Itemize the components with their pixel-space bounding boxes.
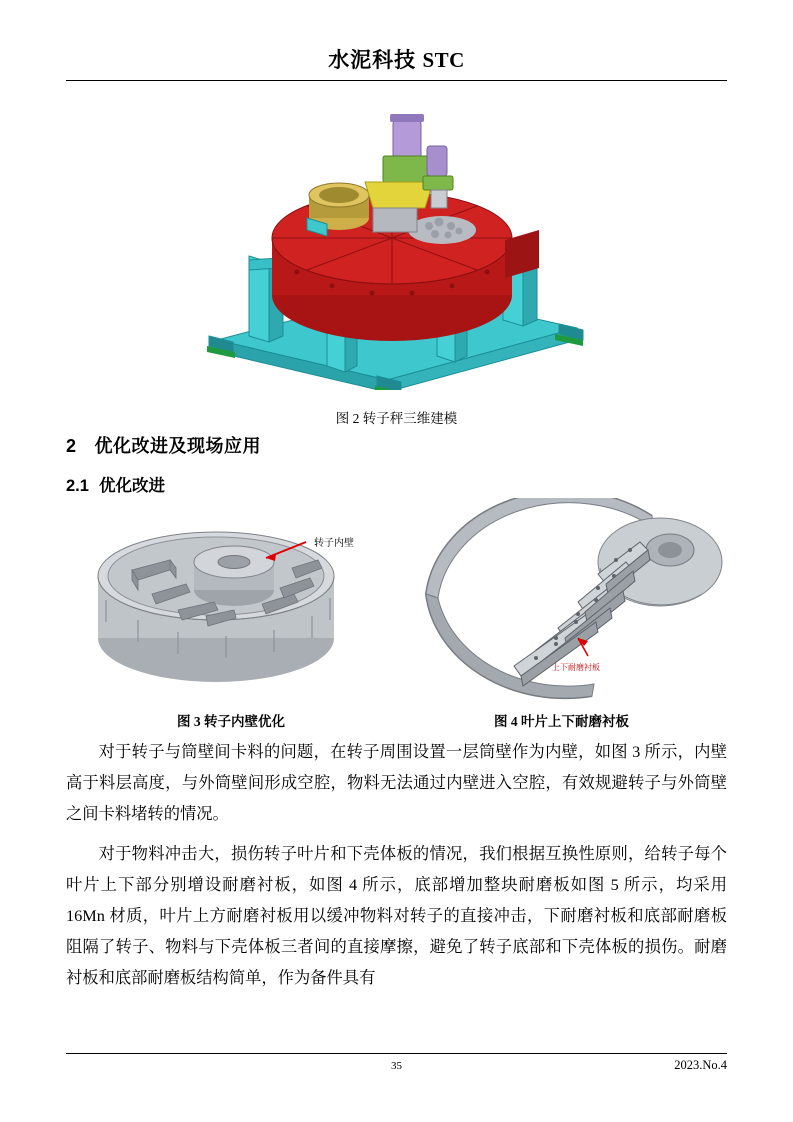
figure-4-annotation-label: 上下耐磨衬板 xyxy=(552,663,600,672)
figure-4-caption: 图 4 叶片上下耐磨衬板 xyxy=(494,714,629,729)
blade-wear-liner-illustration xyxy=(402,498,727,706)
rotor-weigher-3d-illustration xyxy=(187,90,607,390)
journal-title-en: STC xyxy=(422,48,465,72)
footer-rule xyxy=(66,1053,727,1054)
body-paragraph-2: 对于物料冲击大，损伤转子叶片和下壳体板的情况，我们根据互换性原则，给转子每个叶片上下部分别增设耐磨衬板，如图 4 所示，底部增加整块耐磨板如图 5 所示，均采用 16Mn 材质，叶片上方耐磨衬板用以缓冲物料对转子的直接冲击，下耐磨衬板和底部耐磨板阻隔了转子、物料与下壳体板三者间的直接摩擦，避免了转子底部和下壳体板的损伤。耐磨衬板和底部耐磨板结构简单，作为备件具有 xyxy=(66,844,727,987)
page-number: 35 xyxy=(391,1060,402,1072)
section-title-2-1: 优化改进 xyxy=(98,477,165,495)
issue-label: 2023.No.4 xyxy=(674,1058,727,1072)
section-number-2-1: 2.1 xyxy=(66,477,89,495)
figure-4-image xyxy=(402,498,727,706)
figure-row-3-4 xyxy=(66,498,727,708)
body-text xyxy=(66,736,727,995)
section-title-2: 优化改进及现场应用 xyxy=(94,436,262,456)
figure-2-image xyxy=(66,90,727,400)
figure-2-caption: 图 2 转子秤三维建模 xyxy=(335,411,458,426)
figure-3-caption: 图 3 转子内壁优化 xyxy=(177,714,285,729)
journal-title-cn: 水泥科技 xyxy=(328,48,417,72)
section-heading-2 xyxy=(66,432,261,458)
body-paragraph-1: 对于转子与筒壁间卡料的问题，在转子周围设置一层筒壁作为内壁，如图 3 所示，内壁高于料层高度，与外筒壁间形成空腔，物料无法通过内壁进入空腔，有效规避转子与外筒壁之间卡料堵转的情况。 xyxy=(66,742,727,823)
header-rule xyxy=(66,80,727,81)
page-header xyxy=(66,44,727,74)
section-number-2: 2 xyxy=(66,436,77,456)
figure-3-annotation-label: 转子内壁 xyxy=(314,538,354,549)
figure-captions-3-4 xyxy=(66,710,727,730)
rotor-inner-wall-illustration xyxy=(66,498,391,706)
figure-3-image xyxy=(66,498,391,706)
section-heading-2-1 xyxy=(66,472,165,496)
